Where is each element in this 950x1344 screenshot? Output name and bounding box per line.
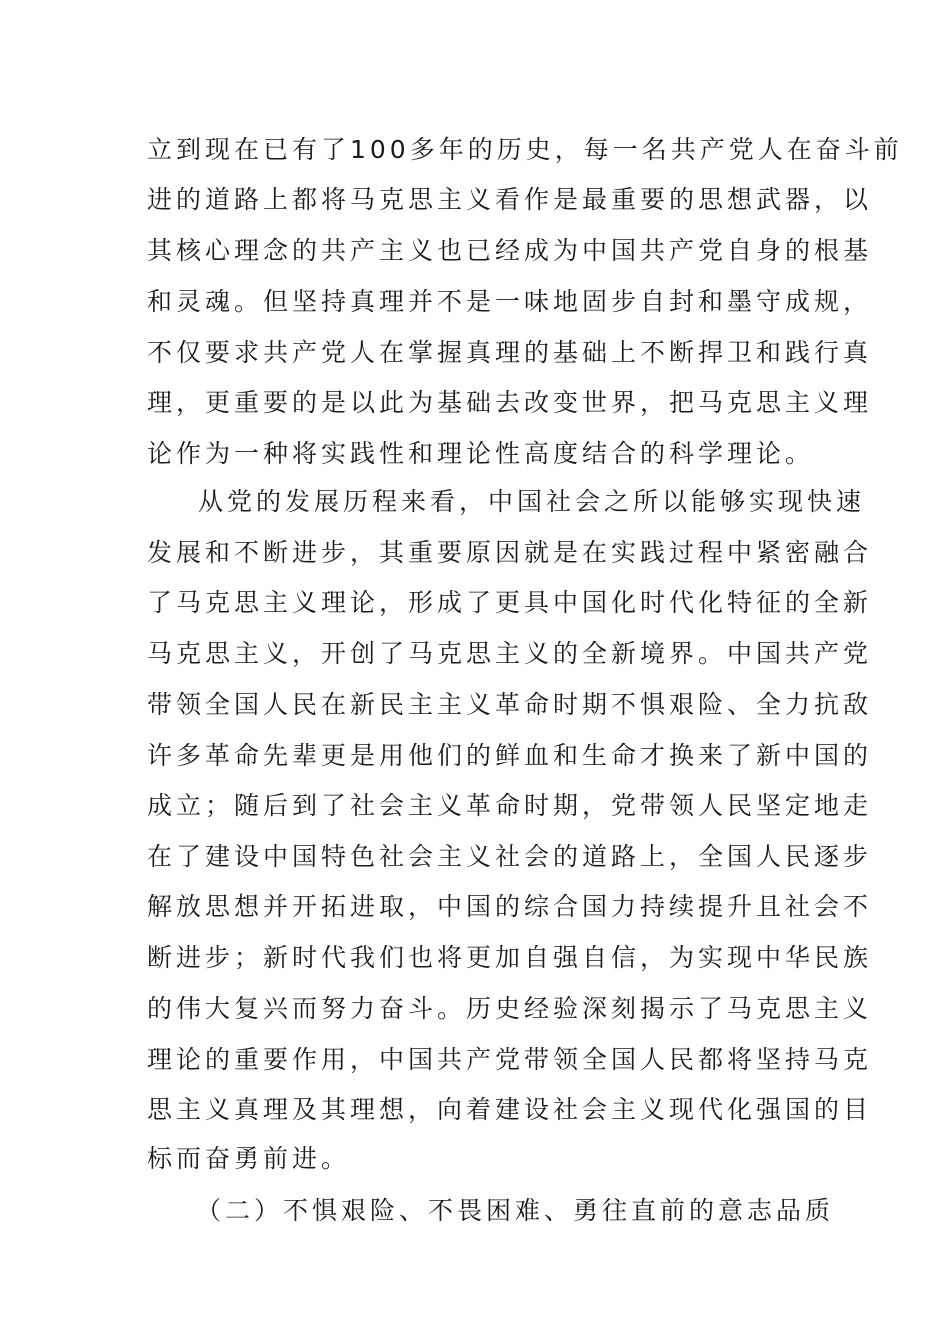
paragraph-2-line-13: 思主义真理及其理想，向着建设社会主义现代化强国的目 xyxy=(147,1095,873,1124)
paragraph-1-line-1: 立到现在已有了100多年的历史，每一名共产党人在奋斗前 xyxy=(147,135,903,164)
paragraph-2-line-7: 成立；随后到了社会主义革命时期，党带领人民坚定地走 xyxy=(147,791,873,820)
paragraph-2-line-5: 带领全国人民在新民主主义革命时期不惧艰险、全力抗敌 xyxy=(147,690,873,719)
paragraph-1-line-6: 理，更重要的是以此为基础去改变世界，把马克思主义理 xyxy=(147,388,873,417)
paragraph-2-line-14: 标而奋勇前进。 xyxy=(147,1144,351,1173)
paragraph-2-line-3: 了马克思主义理论，形成了更具中国化时代化特征的全新 xyxy=(147,588,873,617)
paragraph-1-line-4: 和灵魂。但坚持真理并不是一味地固步自封和墨守成规， xyxy=(147,287,873,316)
paragraph-1-line-3: 其核心理念的共产主义也已经成为中国共产党自身的根基 xyxy=(147,236,873,265)
paragraph-2-line-11: 的伟大复兴而努力奋斗。历史经验深刻揭示了马克思主义 xyxy=(147,994,873,1023)
paragraph-2-line-1: 从党的发展历程来看，中国社会之所以能够实现快速 xyxy=(198,487,866,516)
paragraph-2-line-4: 马克思主义，开创了马克思主义的全新境界。中国共产党 xyxy=(147,639,873,668)
paragraph-1-line-5: 不仅要求共产党人在掌握真理的基础上不断捍卫和践行真 xyxy=(147,338,873,367)
paragraph-2-line-6: 许多革命先辈更是用他们的鲜血和生命才换来了新中国的 xyxy=(147,741,873,770)
paragraph-1-line-7: 论作为一种将实践性和理论性高度结合的科学理论。 xyxy=(147,439,815,468)
section-heading: （二）不惧艰险、不畏困难、勇往直前的意志品质 xyxy=(196,1196,835,1225)
paragraph-2-line-2: 发展和不断进步，其重要原因就是在实践过程中紧密融合 xyxy=(147,538,873,567)
paragraph-2-line-9: 解放思想并开拓进取，中国的综合国力持续提升且社会不 xyxy=(147,892,873,921)
paragraph-2-line-8: 在了建设中国特色社会主义社会的道路上，全国人民逐步 xyxy=(147,842,873,871)
paragraph-2-line-10: 断进步；新时代我们也将更加自强自信，为实现中华民族 xyxy=(147,943,873,972)
paragraph-2-line-12: 理论的重要作用，中国共产党带领全国人民都将坚持马克 xyxy=(147,1045,873,1074)
paragraph-1-line-2: 进的道路上都将马克思主义看作是最重要的思想武器，以 xyxy=(147,185,873,214)
